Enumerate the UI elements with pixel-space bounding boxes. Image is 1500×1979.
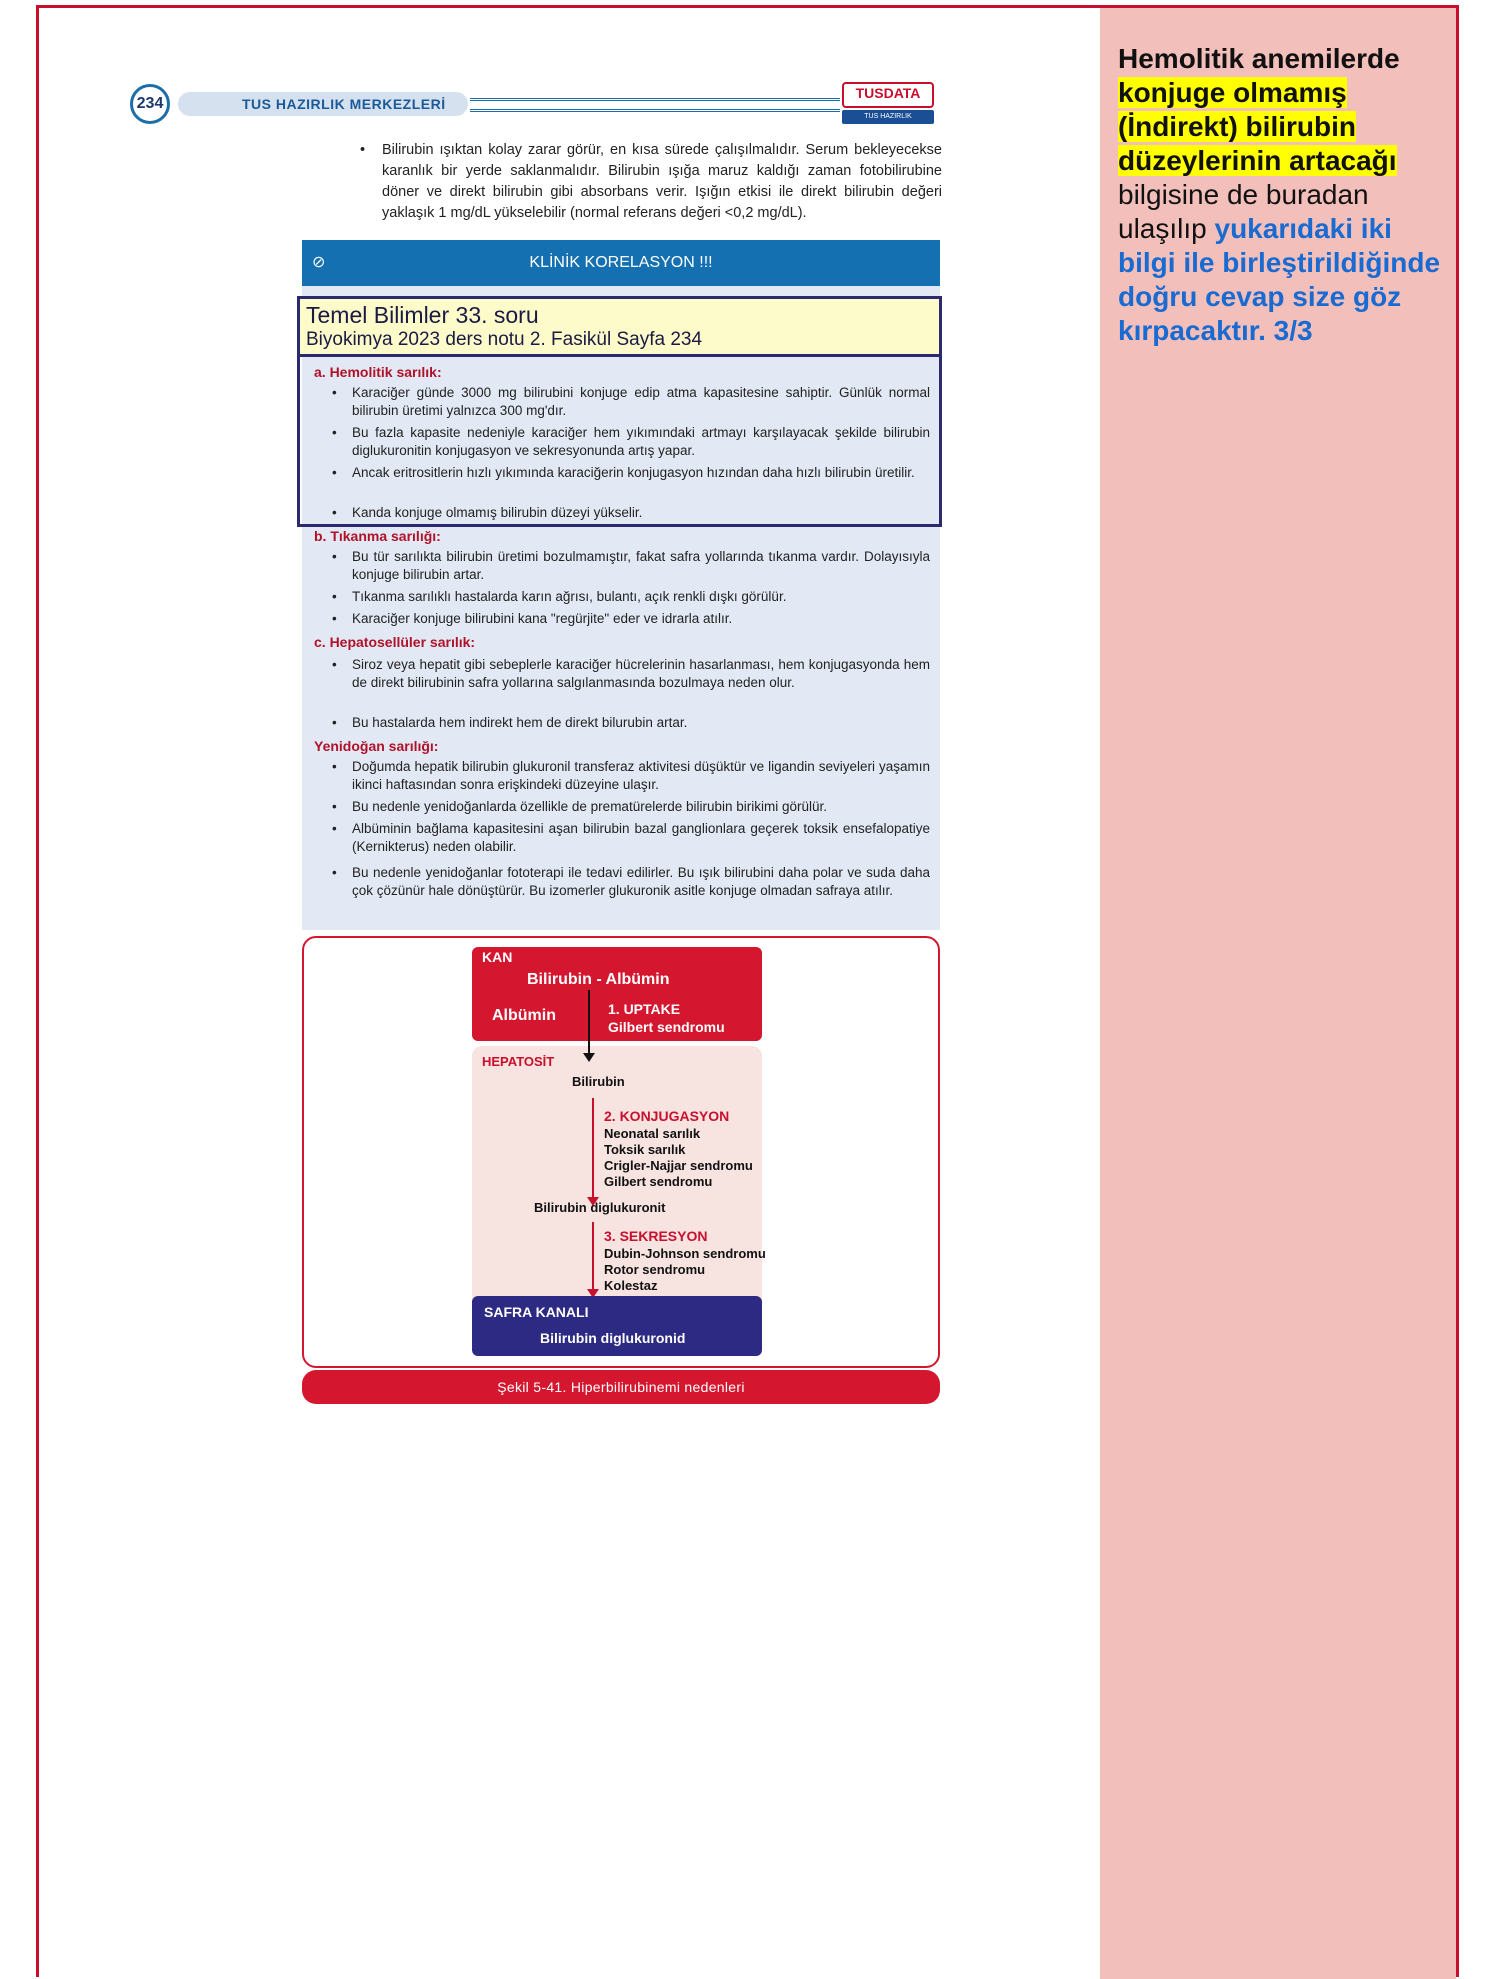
list-item: • Bu fazla kapasite nedeniyle karaciğer hem yıkımındaki artmayı karşılayacak şekilde bilirubin diglukuronitin konjugasyon ve sekresyonunda artış yapar. xyxy=(352,424,930,460)
bilirubin-label: Bilirubin xyxy=(572,1074,625,1089)
list-item: • Karaciğer günde 3000 mg bilirubini konjuge edip atma kapasitesine sahiptir. Günlük normal bilirubin üretimi yalnızca 300 mg'dır. xyxy=(352,384,930,420)
note-page-count: 3/3 xyxy=(1273,315,1313,346)
konj-item: Gilbert sendromu xyxy=(604,1174,713,1189)
kan-label: KAN xyxy=(482,949,513,965)
callout-line1: Temel Bilimler 33. soru xyxy=(306,302,539,328)
safra-label: SAFRA KANALI xyxy=(484,1304,589,1320)
sekr-item: Dubin-Johnson sendromu xyxy=(604,1246,766,1261)
safra-sub: Bilirubin diglukuronid xyxy=(540,1330,686,1346)
tusdata-logo xyxy=(842,82,934,134)
logo-subtext: TUS HAZIRLIK MERKEZLERİ xyxy=(842,110,934,124)
list-item: • Siroz veya hepatit gibi sebeplerle karaciğer hücrelerinin hasarlanması, hem konjugasyonda hem de direkt bilirubinin safra yollarına salgılanmasında bozulmaya neden olur. xyxy=(352,656,930,692)
section-d-title: Yenidoğan sarılığı: xyxy=(314,738,439,754)
bile-duct-box xyxy=(472,1296,762,1356)
list-item: • Kanda konjuge olmamış bilirubin düzeyi yükselir. xyxy=(352,504,930,522)
list-item: • Bu nedenle yenidoğanlarda özellikle de prematürelerde bilirubin birikimi görülür. xyxy=(352,798,930,816)
albumin-label: Albümin xyxy=(492,1007,556,1024)
klinik-title: KLİNİK KORELASYON !!! xyxy=(529,254,713,271)
header-rule xyxy=(470,98,840,112)
konj-item: Neonatal sarılık xyxy=(604,1126,701,1141)
sekr-item: Kolestaz xyxy=(604,1278,658,1293)
page-number: 234 xyxy=(130,84,170,124)
callout-header xyxy=(300,299,939,357)
eye-slash-icon: ⊘ xyxy=(312,254,326,271)
list-item: • Doğumda hepatik bilirubin glukuronil transferaz aktivitesi düşüktür ve ligandin seviyeleri yaşamın ikinci haftasından sonra erişkindeki düzeyine ulaşır. xyxy=(352,758,930,794)
section-c-title: c. Hepatosellüler sarılık: xyxy=(314,634,476,650)
sekresyon-label: 3. SEKRESYON xyxy=(604,1228,708,1244)
arrow-down-icon xyxy=(588,990,590,1060)
arrow-down-icon xyxy=(592,1222,594,1296)
annotation-note xyxy=(1118,42,1448,348)
note-mid: bilgisine de buradan ulaşılıp xyxy=(1118,179,1369,244)
intro-bullet: • Bilirubin ışıktan kolay zarar görür, en kısa sürede çalışılmalıdır. Serum bekleyecekse karanlık bir yerde saklanmalıdır. Bilirubin ışığa maruz kaldığı zaman fotobilirubine döner ve direkt bilirubin gibi absorbans verir. Işığın etkisi ile direkt bilirubin değeri yaklaşık 1 mg/dL yükselebilir (normal referans değeri <0,2 mg/dL). xyxy=(382,140,942,224)
question-callout xyxy=(297,296,942,527)
klinik-banner xyxy=(302,240,940,286)
uptake-label: 1. UPTAKE xyxy=(608,1001,681,1017)
uptake-sub: Gilbert sendromu xyxy=(608,1019,725,1035)
list-item: • Karaciğer konjuge bilirubini kana "regürjite" eder ve idrarla atılır. xyxy=(352,610,930,628)
note-blue-text: yukarıdaki iki bilgi ile birleştirildiğinde doğru cevap size göz kırpacaktır. xyxy=(1118,213,1441,346)
arrow-down-icon xyxy=(592,1098,594,1204)
list-item: • Albüminin bağlama kapasitesini aşan bilirubin bazal ganglionlara geçerek toksik ensefalopatiye (Kernikterus) neden olabilir. xyxy=(352,820,930,856)
figure-caption: Şekil 5-41. Hiperbilirubinemi nedenleri xyxy=(302,1370,940,1404)
list-item: • Bu tür sarılıkta bilirubin üretimi bozulmamıştır, fakat safra yollarında tıkanma vardır. Dolayısıyla konjuge bilirubin artar. xyxy=(352,548,930,584)
list-item: • Ancak eritrositlerin hızlı yıkımında karaciğerin konjugasyon hızından daha hızlı bilirubin üretilir. xyxy=(352,464,930,482)
bilirubin-albumin-label: Bilirubin - Albümin xyxy=(527,971,670,988)
callout-line2: Biyokimya 2023 ders notu 2. Fasikül Sayfa 234 xyxy=(306,329,703,350)
konj-item: Crigler-Najjar sendromu xyxy=(604,1158,753,1173)
section-a-title: a. Hemolitik sarılık: xyxy=(314,364,442,380)
hepatosit-label: HEPATOSİT xyxy=(482,1054,555,1069)
konj-item: Toksik sarılık xyxy=(604,1142,686,1157)
bilirubin-diglukuronit-label: Bilirubin diglukuronit xyxy=(534,1200,666,1215)
blood-box xyxy=(472,947,762,1041)
logo-text: TUSDATA xyxy=(842,82,934,108)
header-title: TUS HAZIRLIK MERKEZLERİ xyxy=(178,92,468,116)
list-item: • Bu nedenle yenidoğanlar fototerapi ile tedavi edilirler. Bu ışık bilirubini daha polar ve suda daha çok çözünür hale dönüştürür. Bu izomerler glukuronik asitle konjuge olmadan safraya atılır. xyxy=(352,864,930,900)
list-item: • Tıkanma sarılıklı hastalarda karın ağrısı, bulantı, açık renkli dışkı görülür. xyxy=(352,588,930,606)
note-intro: Hemolitik anemilerde xyxy=(1118,43,1400,74)
note-highlight: konjuge olmamış (İndirekt) bilirubin düzeylerinin artacağı xyxy=(1118,77,1397,176)
list-item: • Bu hastalarda hem indirekt hem de direkt bilurubin artar. xyxy=(352,714,930,732)
konjugasyon-label: 2. KONJUGASYON xyxy=(604,1108,730,1124)
sekr-item: Rotor sendromu xyxy=(604,1262,706,1277)
section-b-title: b. Tıkanma sarılığı: xyxy=(314,528,441,544)
